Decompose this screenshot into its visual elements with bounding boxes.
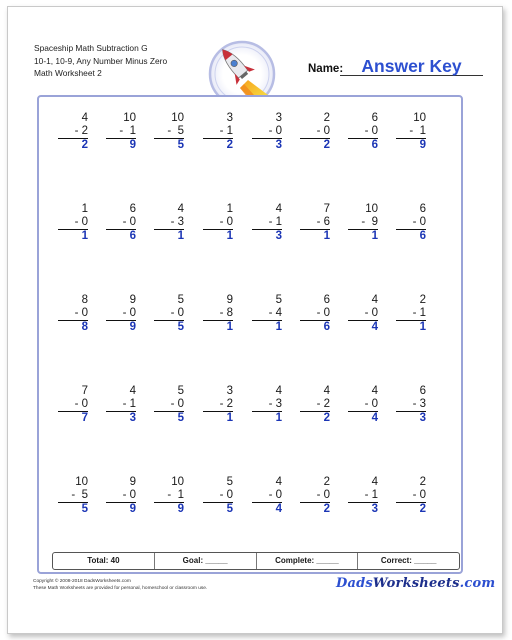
minuend: 10 [171,112,184,124]
subtrahend: - 0 [58,216,88,230]
subtrahend: - 1 [252,216,282,230]
problem-row [44,385,454,435]
subtraction-problem [106,203,136,243]
subtraction-problem [252,203,282,243]
subtraction-problem [252,294,282,334]
subtraction-problem [300,112,330,152]
minuend: 2 [419,294,426,306]
answer: 5 [177,139,184,151]
minuend: 6 [371,112,378,124]
answer: 2 [323,412,330,424]
answer: 4 [371,321,378,333]
subtraction-problem [154,294,184,334]
worksheet-title: Spaceship Math Subtraction G [34,43,148,53]
problem-row [44,112,454,162]
answer: 3 [275,139,282,151]
answer: 2 [419,503,426,515]
subtraction-problem [58,385,88,425]
answer: 1 [81,230,88,242]
minuend: 9 [129,476,136,488]
minuend: 9 [129,294,136,306]
subtrahend: - 2 [58,125,88,139]
subtraction-problem [348,476,378,516]
subtraction-problem [203,476,233,516]
minuend: 4 [371,294,378,306]
subtraction-problem [396,385,426,425]
subtrahend: - 1 [106,125,136,139]
answer: 1 [226,230,233,242]
answer: 3 [275,230,282,242]
minuend: 10 [413,112,426,124]
subtraction-problem [348,203,378,243]
problem-row [44,203,454,253]
subtrahend: - 5 [58,489,88,503]
subtraction-problem [203,112,233,152]
answer: 5 [177,321,184,333]
minuend: 4 [129,385,136,397]
subtraction-problem [396,112,426,152]
answer: 2 [323,503,330,515]
minuend: 4 [371,476,378,488]
answer: 4 [275,503,282,515]
subtraction-problem [106,112,136,152]
subtrahend: - 0 [252,125,282,139]
subtraction-problem [203,385,233,425]
answer: 9 [177,503,184,515]
answer: 2 [226,139,233,151]
minuend: 8 [81,294,88,306]
answer: 9 [419,139,426,151]
answer: 9 [129,321,136,333]
answer: 7 [81,412,88,424]
subtrahend: - 0 [106,216,136,230]
subtraction-problem [203,203,233,243]
answer: 8 [81,321,88,333]
subtraction-problem [252,112,282,152]
problem-row [44,294,454,344]
minuend: 4 [275,476,282,488]
subtrahend: - 1 [396,307,426,321]
subtrahend: - 0 [106,307,136,321]
subtrahend: - 3 [154,216,184,230]
minuend: 1 [81,203,88,215]
worksheet-number: Math Worksheet 2 [34,68,102,79]
minuend: 5 [177,385,184,397]
minuend: 5 [226,476,233,488]
answer: 3 [419,412,426,424]
subtrahend: - 8 [203,307,233,321]
subtraction-problem [396,476,426,516]
answer: 9 [129,503,136,515]
minuend: 6 [419,203,426,215]
subtraction-problem [106,476,136,516]
minuend: 1 [226,203,233,215]
subtrahend: - 0 [348,398,378,412]
total-count: Total: 40 [53,553,155,569]
subtrahend: - 0 [58,307,88,321]
subtraction-problem [106,294,136,334]
subtrahend: - 1 [154,489,184,503]
complete-field: Complete: _____ [257,553,359,569]
answer: 1 [275,412,282,424]
subtraction-problem [58,112,88,152]
problem-row [44,476,454,526]
subtrahend: - 4 [252,307,282,321]
answer: 1 [275,321,282,333]
subtrahend: - 0 [396,489,426,503]
answer: 1 [177,230,184,242]
answer: 1 [226,321,233,333]
minuend: 9 [226,294,233,306]
answer: 5 [81,503,88,515]
answer: 1 [323,230,330,242]
subtraction-problem [154,203,184,243]
minuend: 2 [323,476,330,488]
subtraction-problem [58,203,88,243]
minuend: 5 [177,294,184,306]
subtrahend: - 2 [203,398,233,412]
minuend: 6 [129,203,136,215]
minuend: 4 [275,385,282,397]
answer: 6 [129,230,136,242]
minuend: 4 [275,203,282,215]
answer: 6 [419,230,426,242]
subtraction-problem [396,203,426,243]
worksheet-subtitle: 10-1, 10-9, Any Number Minus Zero [34,55,168,66]
answer: 1 [371,230,378,242]
subtrahend: - 1 [396,125,426,139]
subtraction-problem [252,385,282,425]
minuend: 7 [323,203,330,215]
subtrahend: - 0 [348,125,378,139]
subtraction-problem [300,476,330,516]
subtrahend: - 0 [300,489,330,503]
subtrahend: - 5 [154,125,184,139]
subtraction-problem [106,385,136,425]
answer: 3 [129,412,136,424]
minuend: 10 [171,476,184,488]
subtrahend: - 0 [154,398,184,412]
answer: 6 [371,139,378,151]
copyright-notice [33,579,207,592]
subtraction-problem [58,294,88,334]
subtrahend: - 0 [300,125,330,139]
minuend: 4 [371,385,378,397]
minuend: 6 [419,385,426,397]
subtrahend: - 0 [300,307,330,321]
answer: 6 [323,321,330,333]
subtrahend: - 1 [106,398,136,412]
copyright-line: Copyright © 2008-2018 DadsWorksheets.com [33,579,131,584]
subtrahend: - 3 [396,398,426,412]
correct-field: Correct: _____ [380,556,437,565]
subtraction-problem [154,112,184,152]
minuend: 3 [226,385,233,397]
subtraction-problem [348,385,378,425]
score-bar [52,552,460,570]
goal-field: Goal: _____ [155,553,257,569]
subtraction-problem [300,385,330,425]
dadsworksheets-logo: DadsWorksheets.com [336,576,496,591]
answer: 4 [371,412,378,424]
subtraction-problem [348,294,378,334]
subtrahend: - 6 [300,216,330,230]
answer: 2 [323,139,330,151]
usage-line: These Math Worksheets are provided for personal, homeschool or classroom use. [33,585,208,591]
minuend: 4 [81,112,88,124]
answer: 2 [81,139,88,151]
minuend: 3 [275,112,282,124]
minuend: 4 [177,203,184,215]
minuend: 10 [75,476,88,488]
subtrahend: - 0 [348,307,378,321]
answer: 9 [129,139,136,151]
subtrahend: - 0 [252,489,282,503]
subtrahend: - 3 [252,398,282,412]
answer: 5 [226,503,233,515]
subtrahend: - 1 [203,125,233,139]
subtrahend: - 9 [348,216,378,230]
minuend: 7 [81,385,88,397]
minuend: 2 [323,112,330,124]
minuend: 3 [226,112,233,124]
subtrahend: - 2 [300,398,330,412]
subtraction-problem [300,203,330,243]
subtraction-problem [154,385,184,425]
minuend: 10 [365,203,378,215]
subtraction-problem [396,294,426,334]
minuend: 4 [323,385,330,397]
answer: 1 [419,321,426,333]
subtrahend: - 0 [58,398,88,412]
subtraction-problem [58,476,88,516]
subtraction-problem [300,294,330,334]
name-label: Name: [308,63,344,75]
minuend: 6 [323,294,330,306]
minuend: 2 [419,476,426,488]
subtraction-problem [203,294,233,334]
minuend: 10 [123,112,136,124]
subtrahend: - 0 [154,307,184,321]
answer-key-title: Answer Key [340,59,483,76]
worksheet-header [34,42,167,80]
subtrahend: - 0 [396,216,426,230]
subtrahend: - 0 [106,489,136,503]
subtrahend: - 0 [203,216,233,230]
subtraction-problem [252,476,282,516]
answer: 1 [226,412,233,424]
subtrahend: - 0 [203,489,233,503]
answer: 3 [371,503,378,515]
subtrahend: - 1 [348,489,378,503]
subtraction-problem [154,476,184,516]
answer: 5 [177,412,184,424]
subtraction-problem [348,112,378,152]
minuend: 5 [275,294,282,306]
